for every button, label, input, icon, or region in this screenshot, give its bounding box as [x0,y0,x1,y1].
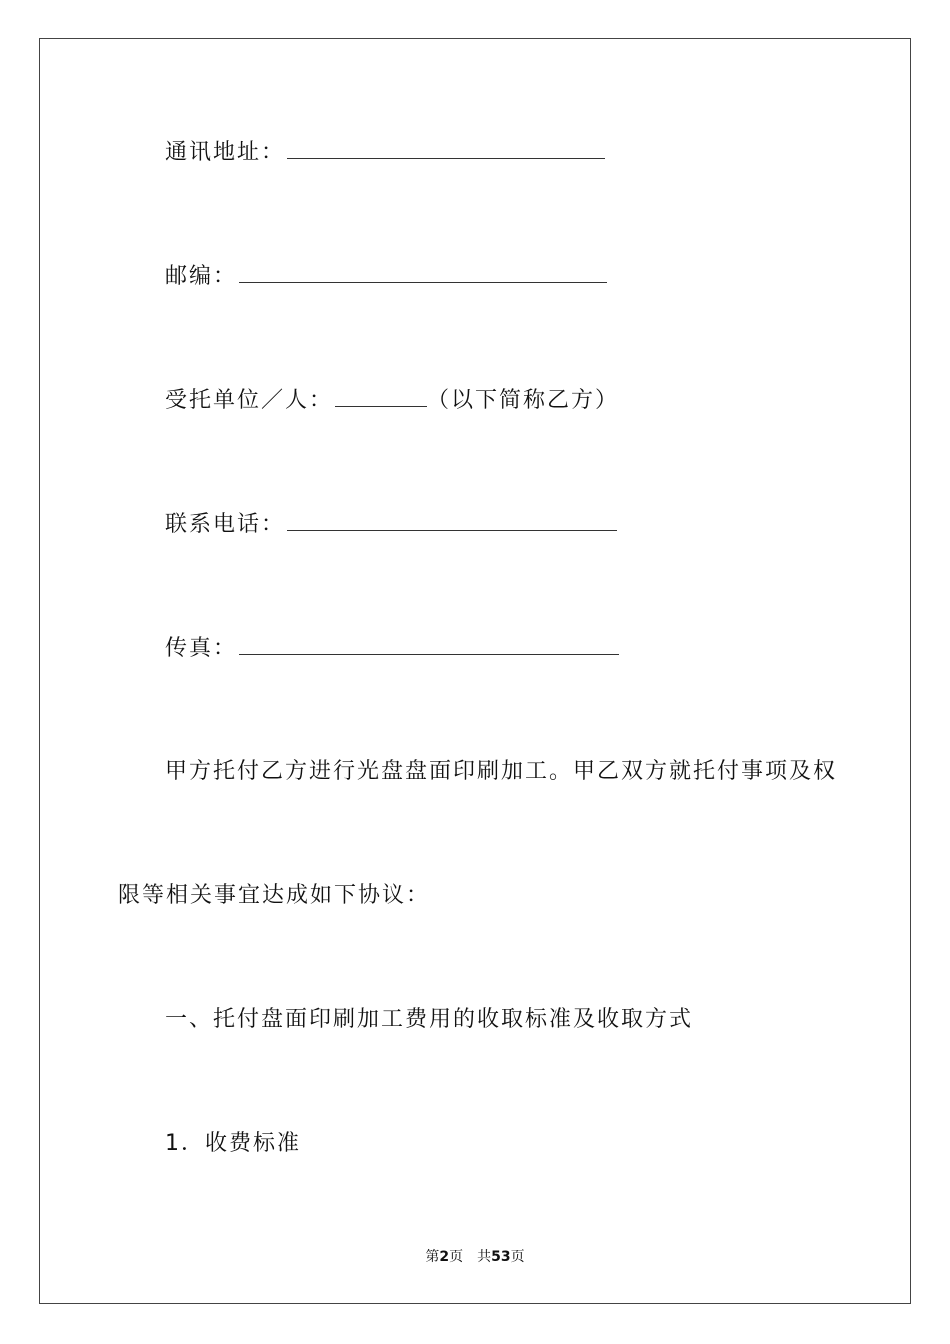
phone-line [165,510,617,539]
fax-label: 传真： [165,636,238,661]
footer-page-number: 2 [439,1249,450,1265]
postcode-blank[interactable] [239,262,607,283]
fax-blank[interactable] [239,634,619,655]
page-footer [0,1246,950,1266]
trustee-line [165,386,619,415]
paragraph-line-1: 甲方托付乙方进行光盘盘面印刷加工。甲乙双方就托付事项及权 [165,759,838,784]
phone-blank[interactable] [287,510,617,531]
item-heading: 1．收费标准 [165,1131,301,1156]
trustee-blank[interactable] [335,386,427,407]
footer-mid: 页 共 [449,1249,492,1265]
postcode-label: 邮编： [165,264,238,289]
address-label: 通讯地址： [165,140,286,165]
fax-line [165,634,619,663]
trustee-label: 受托单位／人： [165,388,334,413]
address-line [165,138,605,167]
phone-label: 联系电话： [165,512,286,537]
footer-total-pages: 53 [491,1249,511,1265]
section-heading: 一、托付盘面印刷加工费用的收取标准及收取方式 [165,1007,694,1032]
footer-suffix: 页 [510,1249,525,1265]
footer-prefix: 第 [425,1249,440,1265]
trustee-suffix: （以下简称乙方） [427,388,620,413]
postcode-line [165,262,607,291]
address-blank[interactable] [287,138,605,159]
page-border [39,38,911,1304]
paragraph-line-2: 限等相关事宜达成如下协议： [118,883,431,908]
